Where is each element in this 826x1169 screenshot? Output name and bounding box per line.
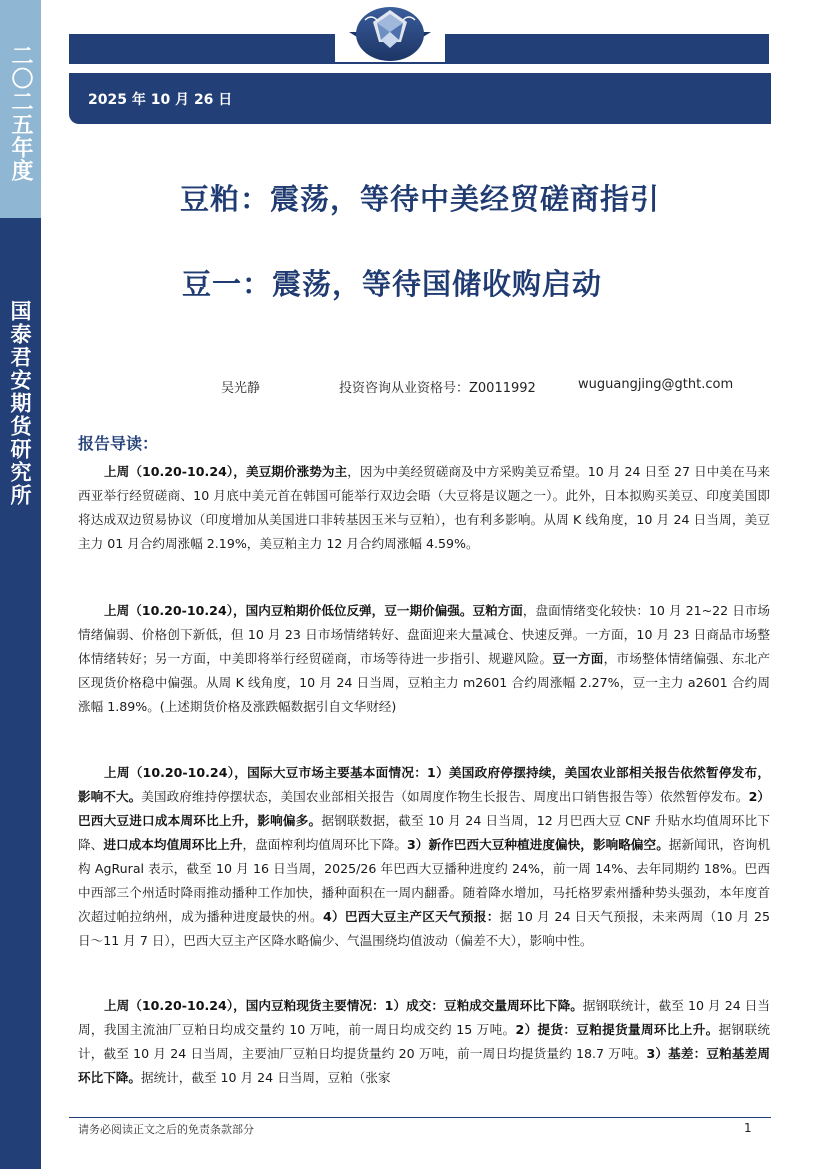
bold-run: 3）基差：豆粕基差周环比下降。 [78,1046,770,1085]
bold-run: 3）新作巴西大豆种植进度偏快，影响略偏空。 [406,837,669,852]
bold-run: 2）提货：豆粕提货量周环比上升。 [515,1022,719,1037]
sidebar-company-text: 国泰君安期货研究所 [8,300,33,507]
text-run: 据新闻讯，咨询机构 AgRural 表示，截至 10 月 16 日当周，2025/26 年巴西大豆播种进度约 24%，前一周 14%、去年同期约 18%。巴西中西部三个州适时降雨推动播种工作加快，播种面积在一周内翻番。随着降水增加，马托格罗索州播种势头强劲，本年度首次超过帕拉纳州，成为播种进度最快的州。 [78,837,771,924]
text-run: 据钢联统计，截至 10 月 24 日当周，主要油厂豆粕日均提货量约 20 万吨，前一周日均提货量约 18.7 万吨。 [78,1022,770,1061]
report-date: 2025 年 10 月 26 日 [88,92,233,108]
report-title-soymeal: 豆粕：震荡，等待中美经贸磋商指引 [179,182,660,216]
paragraph-domestic-futures [78,599,770,719]
text-run: 据钢联数据，截至 10 月 24 日当周，12 月巴西大豆 CNF 升贴水均值周环比下降、 [78,813,771,852]
report-summary-heading: 报告导读： [78,434,159,453]
report-title-soybean: 豆一：震荡，等待国储收购启动 [181,267,602,301]
footer-divider [69,1117,771,1118]
diamond-logo-icon [335,2,445,62]
bold-run: 上周（10.20-10.24），国内豆粕现货主要情况：1）成交：豆粕成交量周环比下降。 [104,998,583,1013]
bold-run: 上周（10.20-10.24），国内豆粕期价低位反弹，豆一期价偏强。豆粕方面 [104,603,523,618]
text-run: 据 10 月 24 日天气预报，未来两周（10 月 25 日～11 月 7 日），巴西大豆主产区降水略偏少、气温围绕均值波动（偏差不大），影响中性。 [78,909,771,948]
text-run: ，盘面情绪变化较快：10 月 21~22 日市场情绪偏弱、价格创下新低，但 10 月 23 日市场情绪转好、盘面迎来大量减仓、快速反弹。一方面，10 月 23 日商品市场整体情绪转好；另一方面，中美即将举行经贸磋商，市场等待进一步指引、规避风险。 [78,603,770,666]
bold-run: 2）巴西大豆进口成本周环比上升，影响偏多。 [78,789,771,828]
text-run: 据钢联统计，截至 10 月 24 日当周，我国主流油厂豆粕日均成交量约 10 万吨，前一周日均成交约 15 万吨。 [78,998,770,1037]
text-run: ，市场整体情绪偏强、东北产区现货价格稳中偏强。从周 K 线角度，10 月 24 日当周，豆粕主力 m2601 合约周涨幅 2.27%，豆一主力 a2601 合约周涨幅 1.89%。(上述期货价格及涨跌幅数据引自文华财经) [78,651,771,714]
sidebar-year-text: 二〇二五年度 [8,44,34,182]
author-name: 吴光静 [221,381,261,396]
logo [335,2,445,62]
paragraph-us-soybean [78,460,770,556]
bold-run: 进口成本均值周环比上升 [103,837,243,852]
text-run: ，盘面榨利均值周环比下降。 [242,837,407,852]
bold-run: 豆一方面 [552,651,604,666]
paragraph-international-fundamentals [78,761,770,953]
author-email[interactable]: wuguangjing@gtht.com [578,377,734,392]
author-certificate: 投资咨询从业资格号：Z0011992 [339,381,536,396]
date-bar [69,73,771,124]
bold-run: 4）巴西大豆主产区天气预报： [322,909,500,924]
bold-run: 上周（10.20-10.24），国际大豆市场主要基本面情况：1）美国政府停摆持续，美国农业部相关报告依然暂停发布，影响不大。 [78,765,770,804]
footer-disclaimer: 请务必阅读正文之后的免责条款部分 [78,1123,254,1136]
text-run: 据统计，截至 10 月 24 日当周，豆粕（张家 [140,1070,391,1085]
text-run: ，因为中美经贸磋商及中方采购美豆希望。10 月 24 日至 27 日中美在马来西亚举行经贸磋商、10 月底中美元首在韩国可能举行双边会晤（大豆将是议题之一）。此外，日本拟购买美豆、印度美国即将达成双边贸易协议（印度增加从美国进口非转基因玉米与豆粕），也有利多影响。从周 K 线角度，10 月 24 日当周，美豆主力 01 月合约周涨幅 2.19%，美豆粕主力 12 月合约周涨幅 4.59%。 [78,464,770,551]
paragraph-domestic-spot [78,994,770,1090]
bold-run: 上周（10.20-10.24），美豆期价涨势为主 [104,464,348,479]
page-number: 1 [744,1121,752,1135]
text-run: 美国政府维持停摆状态，美国农业部相关报告（如周度作物生长报告、周度出口销售报告等）依然暂停发布。 [141,789,749,804]
